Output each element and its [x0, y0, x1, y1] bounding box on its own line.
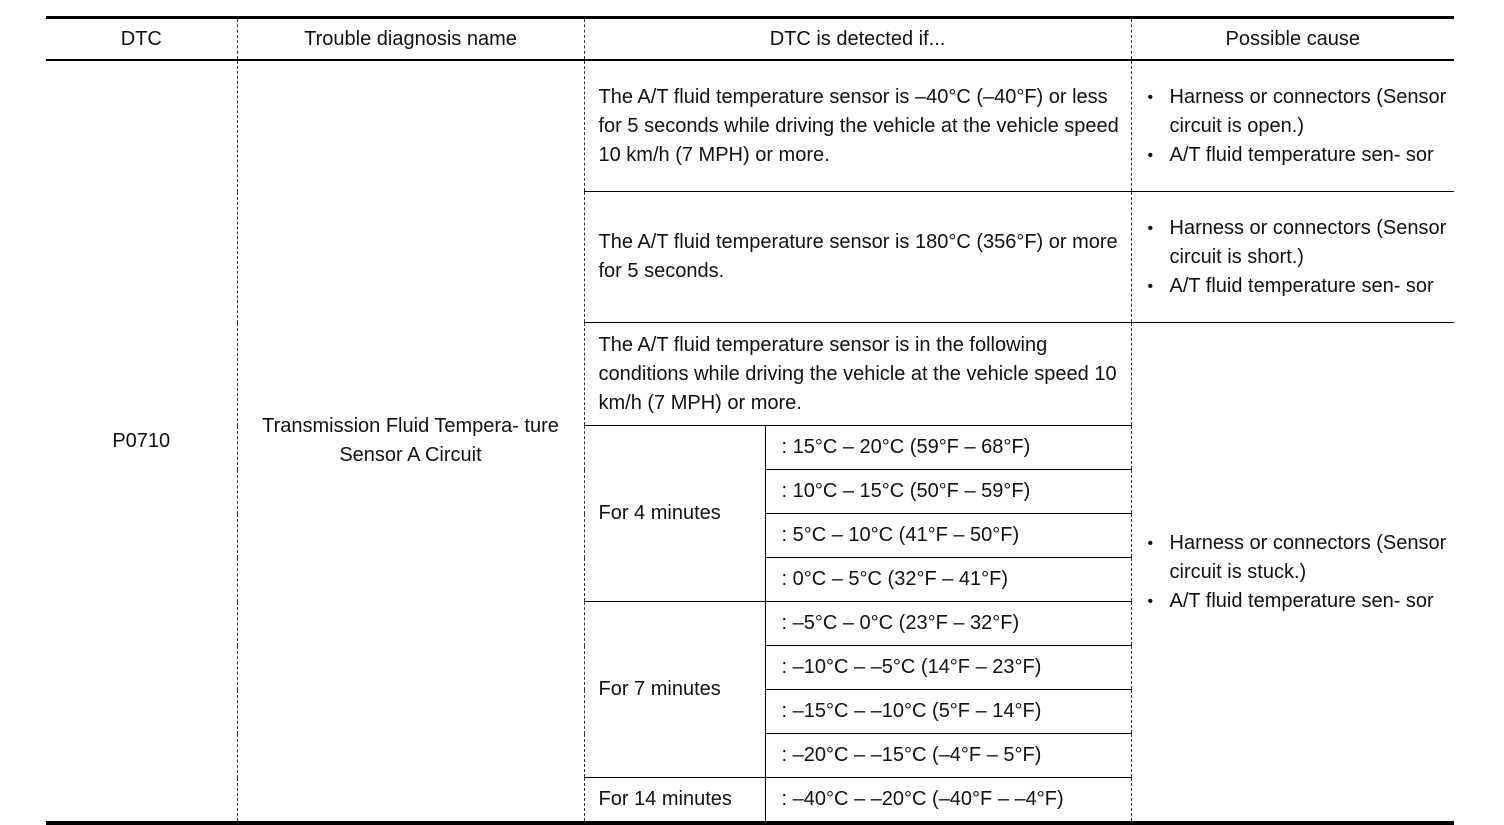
header-trouble-diagnosis-name: Trouble diagnosis name	[237, 18, 584, 61]
list-item: • A/T fluid temperature sen- sor	[1144, 587, 1449, 616]
cause-open	[1131, 60, 1454, 192]
range-item: : –15°C – –10°C (5°F – 14°F)	[765, 690, 1131, 734]
condition-stuck-intro: The A/T fluid temperature sensor is in the following conditions while driving the vehicle at the vehicle speed 10 km/h (7 MPH) or more.	[584, 323, 1131, 426]
dtc-table	[46, 16, 1454, 825]
trouble-diagnosis-name: Transmission Fluid Tempera- ture Sensor A Circuit	[237, 60, 584, 823]
condition-low-temp: The A/T fluid temperature sensor is –40°C (–40°F) or less for 5 seconds while driving the vehicle at the vehicle speed 10 km/h (7 MPH) or more.	[584, 60, 1131, 192]
range-item: : –20°C – –15°C (–4°F – 5°F)	[765, 734, 1131, 778]
cause-stuck	[1131, 323, 1454, 824]
duration-4-minutes: For 4 minutes	[584, 426, 765, 602]
range-item: : 0°C – 5°C (32°F – 41°F)	[765, 558, 1131, 602]
header-possible-cause: Possible cause	[1131, 18, 1454, 61]
list-item: • Harness or connectors (Sensor circuit is stuck.)	[1144, 529, 1449, 587]
range-item: : 15°C – 20°C (59°F – 68°F)	[765, 426, 1131, 470]
dtc-code: P0710	[112, 429, 171, 452]
header-row	[46, 18, 1454, 61]
header-dtc: DTC	[46, 18, 237, 61]
duration-7-minutes: For 7 minutes	[584, 602, 765, 778]
condition-high-temp: The A/T fluid temperature sensor is 180°C (356°F) or more for 5 seconds.	[584, 192, 1131, 323]
list-item: • A/T fluid temperature sen- sor	[1144, 272, 1449, 301]
list-item: • A/T fluid temperature sen- sor	[1144, 141, 1449, 170]
range-item: : –40°C – –20°C (–40°F – –4°F)	[765, 778, 1131, 824]
range-item: : 5°C – 10°C (41°F – 50°F)	[765, 514, 1131, 558]
duration-14-minutes: For 14 minutes	[584, 778, 765, 824]
header-dtc-detected-if: DTC is detected if...	[584, 18, 1131, 61]
table-row	[46, 60, 1454, 192]
cause-short	[1131, 192, 1454, 323]
range-item: : –10°C – –5°C (14°F – 23°F)	[765, 646, 1131, 690]
range-item: : –5°C – 0°C (23°F – 32°F)	[765, 602, 1131, 646]
list-item: • Harness or connectors (Sensor circuit is open.)	[1144, 83, 1449, 141]
list-item: • Harness or connectors (Sensor circuit is short.)	[1144, 214, 1449, 272]
range-item: : 10°C – 15°C (50°F – 59°F)	[765, 470, 1131, 514]
